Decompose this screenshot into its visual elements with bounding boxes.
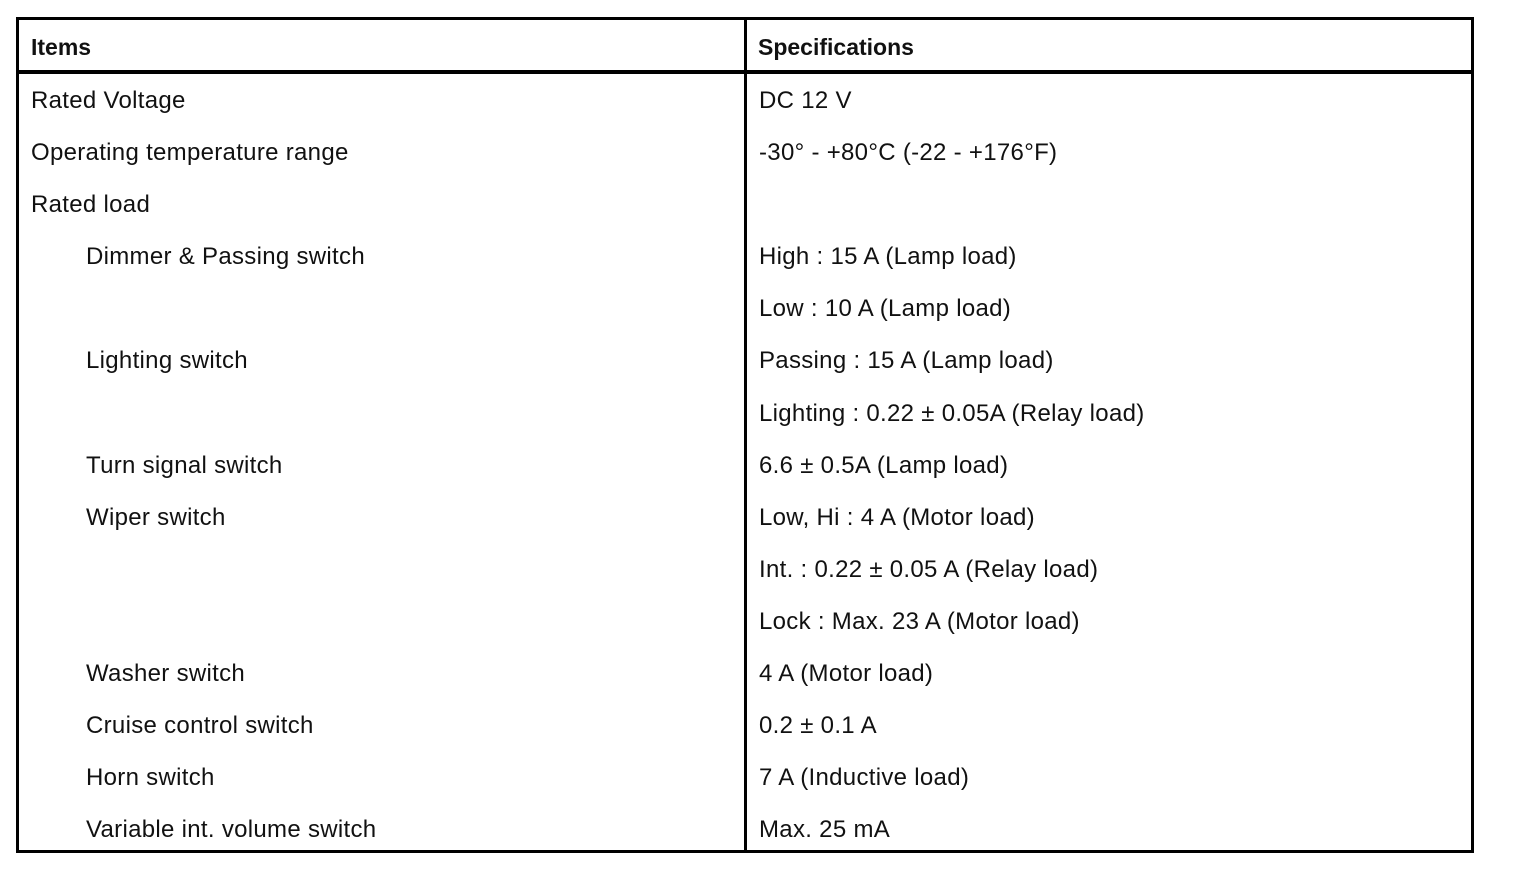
table-row bbox=[19, 282, 1471, 334]
table-row bbox=[19, 178, 1471, 230]
table-row bbox=[19, 74, 1471, 126]
spec-cell: Max. 25 mA bbox=[759, 816, 891, 844]
spec-cell: Low, Hi : 4 A (Motor load) bbox=[759, 503, 1035, 531]
item-cell: Variable int. volume switch bbox=[86, 816, 377, 844]
spec-cell: Lock : Max. 23 A (Motor load) bbox=[759, 607, 1080, 635]
item-cell: Washer switch bbox=[86, 660, 246, 688]
item-cell: Operating temperature range bbox=[31, 139, 349, 167]
table-row bbox=[19, 595, 1471, 647]
spec-cell: 7 A (Inductive load) bbox=[759, 764, 970, 792]
spec-cell: Passing : 15 A (Lamp load) bbox=[759, 347, 1054, 375]
item-cell: Cruise control switch bbox=[86, 712, 314, 740]
spec-cell: High : 15 A (Lamp load) bbox=[759, 243, 1017, 271]
spec-cell: Lighting : 0.22 ± 0.05A (Relay load) bbox=[759, 399, 1145, 427]
item-cell: Horn switch bbox=[86, 764, 215, 792]
spec-cell: 4 A (Motor load) bbox=[759, 660, 934, 688]
specifications-table bbox=[16, 17, 1474, 853]
spec-cell: -30° - +80°C (-22 - +176°F) bbox=[759, 139, 1058, 167]
item-cell: Lighting switch bbox=[86, 347, 248, 375]
table-row bbox=[19, 647, 1471, 699]
header-specifications: Specifications bbox=[758, 34, 914, 60]
item-cell: Turn signal switch bbox=[86, 451, 283, 479]
table-row bbox=[19, 230, 1471, 282]
table-row bbox=[19, 751, 1471, 803]
spec-cell: 0.2 ± 0.1 A bbox=[759, 712, 877, 740]
table-row bbox=[19, 126, 1471, 178]
item-cell: Wiper switch bbox=[86, 503, 226, 531]
table-row bbox=[19, 387, 1471, 439]
spec-cell: Int. : 0.22 ± 0.05 A (Relay load) bbox=[759, 555, 1099, 583]
table-row bbox=[19, 439, 1471, 491]
spec-cell: 6.6 ± 0.5A (Lamp load) bbox=[759, 451, 1009, 479]
spec-cell: Low : 10 A (Lamp load) bbox=[759, 295, 1012, 323]
item-cell: Rated load bbox=[31, 191, 151, 219]
item-cell: Rated Voltage bbox=[31, 87, 186, 114]
table-row bbox=[19, 491, 1471, 543]
spec-cell: DC 12 V bbox=[759, 87, 852, 114]
header-items: Items bbox=[31, 34, 92, 60]
table-row bbox=[19, 803, 1471, 855]
table-row bbox=[19, 699, 1471, 751]
table-row bbox=[19, 334, 1471, 386]
table-body bbox=[19, 74, 1471, 855]
table-row bbox=[19, 543, 1471, 595]
item-cell: Dimmer & Passing switch bbox=[86, 243, 365, 271]
